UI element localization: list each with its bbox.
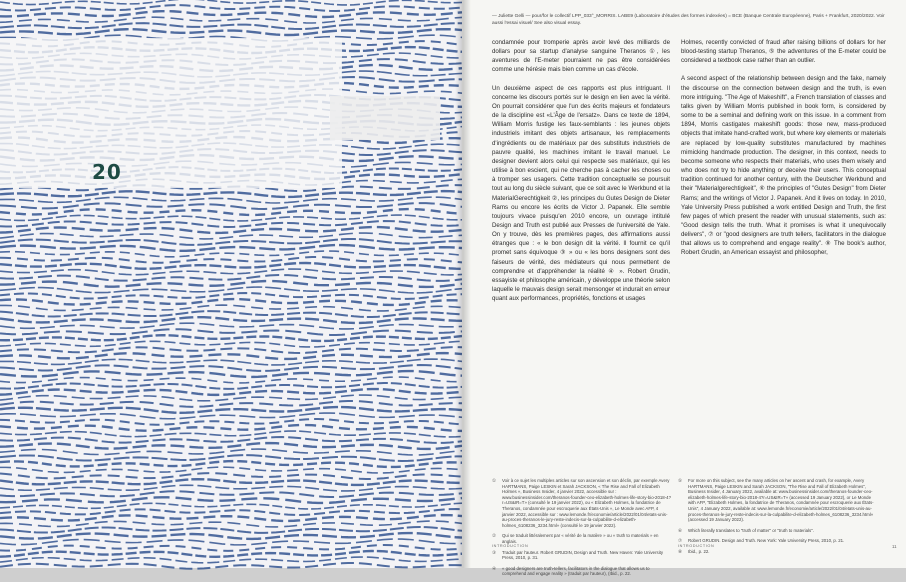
footnote-text: For more on this subject, see the many articles on her ascent and crash, for example, Avery HARTMANS, Paige LESKIN and Sarah JACKSON, "The Rise and Fall of Elizabeth Holmes", Business Insider, 4 January 2022, available at: www.businessinsider.com/theranos-founder-ceo-elizabeth-holmes-life-story-bio-2018-4?r=US&IR=T» (accessed 19 January 2022), or Le Monde with AFP, "Elizabeth Holmes, la fondatrice de Theranos, condamnée pour escroquerie aux États-Unis", 4 January 2022, available at: www.lemonde.fr/economie/article/2022/01/04/etats-unis-au-proces-theranos-le-jury-reste-indecis-sur-la-culpabilite-d-elizabeth-holmes_6108236_3234.html» (accessed 19 January 2022). (688, 478, 874, 523)
footnote (492, 550, 672, 561)
pattern-line (0, 257, 462, 263)
pattern-line (0, 521, 462, 527)
footnote (492, 566, 672, 577)
pattern-line (0, 227, 462, 233)
pattern-line (0, 515, 462, 521)
pattern-line (0, 413, 462, 419)
footnote-text: Qui se traduit littéralement par « vérité de la matière » ou « truth to materials » en anglais. (502, 533, 659, 544)
running-head-right: INTRODUCTION (678, 544, 715, 548)
pattern-line (0, 275, 462, 281)
pattern-line (0, 215, 462, 221)
footnote-marker: ⑧ (678, 548, 683, 554)
pattern-line (0, 269, 462, 275)
footnote-marker: ⑤ (678, 478, 683, 483)
footnote (678, 478, 874, 523)
pattern-line (0, 299, 462, 305)
pattern-line (0, 239, 462, 245)
pattern-line (0, 533, 462, 539)
pattern-line (0, 5, 462, 11)
pattern-line (0, 419, 462, 425)
footnote-marker: ⑥ (678, 527, 683, 533)
pattern-line (0, 347, 462, 353)
footnotes-french (492, 478, 672, 582)
pattern-line (0, 431, 462, 437)
pattern-line (0, 425, 462, 431)
pattern-line (0, 17, 462, 23)
pattern-line (0, 383, 462, 389)
pattern-line (0, 251, 462, 257)
footnote (492, 533, 672, 544)
pattern-line (0, 539, 462, 545)
pattern-line (0, 197, 462, 203)
pattern-line (0, 563, 462, 569)
pattern-line (0, 29, 462, 35)
footnote (678, 549, 874, 555)
pattern-line (0, 365, 462, 371)
body-text-french (492, 38, 670, 312)
pattern-line (0, 263, 462, 269)
pattern-line (0, 395, 462, 401)
paragraph-en-1: Holmes, recently convicted of fraud after raising billions of dollars for her blood-testing startup Theranos, ⑤ the adventures of the E-meter could be considered a textbook case rather than an outlier. (681, 39, 886, 65)
pattern-line (0, 389, 462, 395)
pattern-line (0, 0, 462, 5)
pattern-line (0, 221, 462, 227)
banknote-image (0, 38, 342, 188)
footnote-marker: ⑦ (678, 538, 683, 544)
right-page (462, 0, 906, 577)
footnote-text: Which literally translates to "truth of matter" or "truth to materials". (688, 527, 814, 533)
footnote-text: Robert GRUDIN. Design and Truth. New York: Yale University Press, 2010, p. 21. (688, 538, 845, 544)
pattern-line (0, 551, 462, 557)
page-number: 11 (892, 544, 897, 549)
paragraph-fr-2: Un deuxième aspect de ces rapports est plus intriguant. Il concerne les discours portés sur le design en lien avec la vérité. On pourrait considérer que l'un des écrits majeurs et fondateurs de la discipline est «L'Âge de l'ersatz». Dans ce texte de 1894, William Morris fustige les faux-semblants : les jeunes objets industriels imitant des objets artisanaux, les remplacements d'ingrédients ou de matériaux par des substituts industriels de pauvre qualité, les machines imitant le travail manuel. Le designer devient alors celui qui respecte ses matériaux, qui les utilise à bon escient, qui ne cherche pas à cacher les choses ou à tromper ses usagers. Cette tradition conceptuelle se poursuit tout au long du siècle suivant, que ce soit avec le Werkbund et la MaterialGerechtigkeit ②, les principes du Gutes Design de Dieter Rams ou encore les écrits de Victor J. Papanek. Elle semble toujours vivace puisqu'en 2010 encore, un ouvrage intitulé Design and Truth est publié aux Presses de l'université de Yale. On y trouve, dès les premières pages, des affirmations aussi étranges que : « le bon design dit la vérité. Il fournit ce qu'il promet sans équivoque ③ » ou « les bons designers sont des faiseurs de vérité, des médiateurs qui nous permettent de comprendre et d'appréhender la réalité ④ ». Robert Grudin, essayiste et philosophe américain, y développe une théorie selon laquelle le mauvais design serait mensonger et indurait en erreur quant aux performances, propriétés, fonctions et usages (492, 84, 670, 303)
footnote-text: « good designers are truth-tellers, facilitators in the dialogue that allows us to comprehend and engage reality » (traduit par l'auteur), (Ibid., p. 22. (502, 565, 650, 577)
pattern-line (0, 503, 462, 509)
pattern-line (0, 497, 462, 503)
pattern-line (0, 329, 462, 335)
pattern-line (0, 203, 462, 209)
header-credit: — Juliette Gelli — pour/for le collectif LPP_033°_MORRIS. LABE9 (Laboratoire d'études des formes indexées) = BCE (Banque Centrale Européenne), Paris + Frankfurt, 2020/2022. Voir aussi l'essai visuel/ See also visual essay. (492, 14, 885, 26)
left-page-artwork (0, 0, 462, 568)
footnote (492, 478, 672, 528)
pattern-line (0, 509, 462, 515)
pattern-line (0, 401, 462, 407)
paragraph-fr-1: condamnée pour tromperie après avoir levé des milliards de dollars pour sa startup d'analyse sanguine Theranos ①, les aventures de l'E-meter pourraient ne pas être considérées comme une hérésie mais bien comme un cas d'école. (492, 39, 670, 74)
pattern-line (0, 191, 462, 197)
body-text-english (681, 38, 886, 267)
pattern-line (0, 341, 462, 347)
pattern-line (0, 473, 462, 479)
banknote-band (330, 96, 440, 140)
pattern-line (0, 557, 462, 563)
pattern-line (0, 317, 462, 323)
pattern-line (0, 23, 462, 29)
pattern-line (0, 527, 462, 533)
pattern-line (0, 11, 462, 17)
pattern-line (0, 437, 462, 443)
pattern-line (0, 461, 462, 467)
footnote-marker: ② (492, 533, 497, 539)
paragraph-en-2: A second aspect of the relationship between design and the fake, namely the discourse on the connection between design and the truth, is even more intriguing. "The Age of Makeshift", a French translation of classes and talks given by William Morris published in book form, is considered by some to be a seminal and defining work on this issue. In a comment from 1894, Morris castigates makeshift goods: those new, mass-produced objects that imitate hand-crafted work, but where key elements or materials are replaced by low-quality substitutes manufactured by machines mimicking handmade production. The designer, in this context, needs to become someone who respects their materials, who uses them wisely and who does not try to hide anything or deceive their users. This conceptual tradition continued for another century, with the Deutscher Werkbund and their "Materialgerechtigkeit", ⑥ the principles of "Gutes Design" from Dieter Rams; and the writings of Victor J. Papanek. And it lives on today. In 2010, Yale University Press published a work entitled Design and Truth, the first few pages of which present the reader with unusual statements, such as: "Good design tells the truth. What it promises is what it unequivocally delivers", ⑦ or "good designers are truth tellers, facilitators in the dialogue that allows us to comprehend and engage reality". ⑧ The book's author, Robert Grudin, an American essayist and philosopher, (681, 75, 886, 257)
pattern-line (0, 335, 462, 341)
footnote (678, 528, 874, 534)
pattern-line (0, 449, 462, 455)
pattern-line (0, 407, 462, 413)
pattern-line (0, 371, 462, 377)
pattern-line (0, 353, 462, 359)
pattern-line (0, 377, 462, 383)
pattern-line (0, 287, 462, 293)
pattern-line (0, 479, 462, 485)
pattern-line (0, 233, 462, 239)
pattern-line (0, 491, 462, 497)
pattern-line (0, 245, 462, 251)
running-head-left: INTRODUCTION (492, 544, 529, 548)
footnote-marker: ④ (492, 565, 497, 571)
footnote-text: Traduit par l'auteur. Robert GRUDIN, Design and Truth. New Haven: Yale University Press, 2010, p. 31. (502, 549, 664, 561)
footnote-marker: ③ (492, 549, 497, 555)
banknote-numeral: 20 (92, 160, 122, 184)
pattern-line (0, 281, 462, 287)
pattern-line (0, 443, 462, 449)
footnote-text: Voir à ce sujet les multiples articles sur son ascension et son déclin, par exemple Avery HARTMANS, Paige LESKIN et Sarah JACKSON, « The Rise and Fall of Elizabeth Holmes », Business Insider, 4 janvier 2022, accessible sur : www.businessinsider.com/theranos-founder-ceo-elizabeth-holmes-life-story-bio-2018-4?r=US&IR=T» (consulté le 19 janvier 2022), ou « Elizabeth Holmes, la fondatrice de Theranos, condamnée pour escroquerie aux États-Unis », Le Monde avec AFP, 4 janvier 2022, accessible sur : www.lemonde.fr/economie/article/2022/01/04/etats-unis-au-proces-theranos-le-jury-reste-indecis-sur-la-culpabilite-d-elizabeth-holmes_6108236_3234.html» (consulté le 19 janvier 2022). (502, 478, 672, 528)
footnote-marker: ① (492, 478, 497, 483)
pattern-line (0, 545, 462, 551)
pattern-line (0, 485, 462, 491)
pattern-line (0, 359, 462, 365)
footnote-text: Ibid., p. 22. (688, 548, 710, 554)
pattern-line (0, 311, 462, 317)
pattern-line (0, 323, 462, 329)
pattern-line (0, 209, 462, 215)
